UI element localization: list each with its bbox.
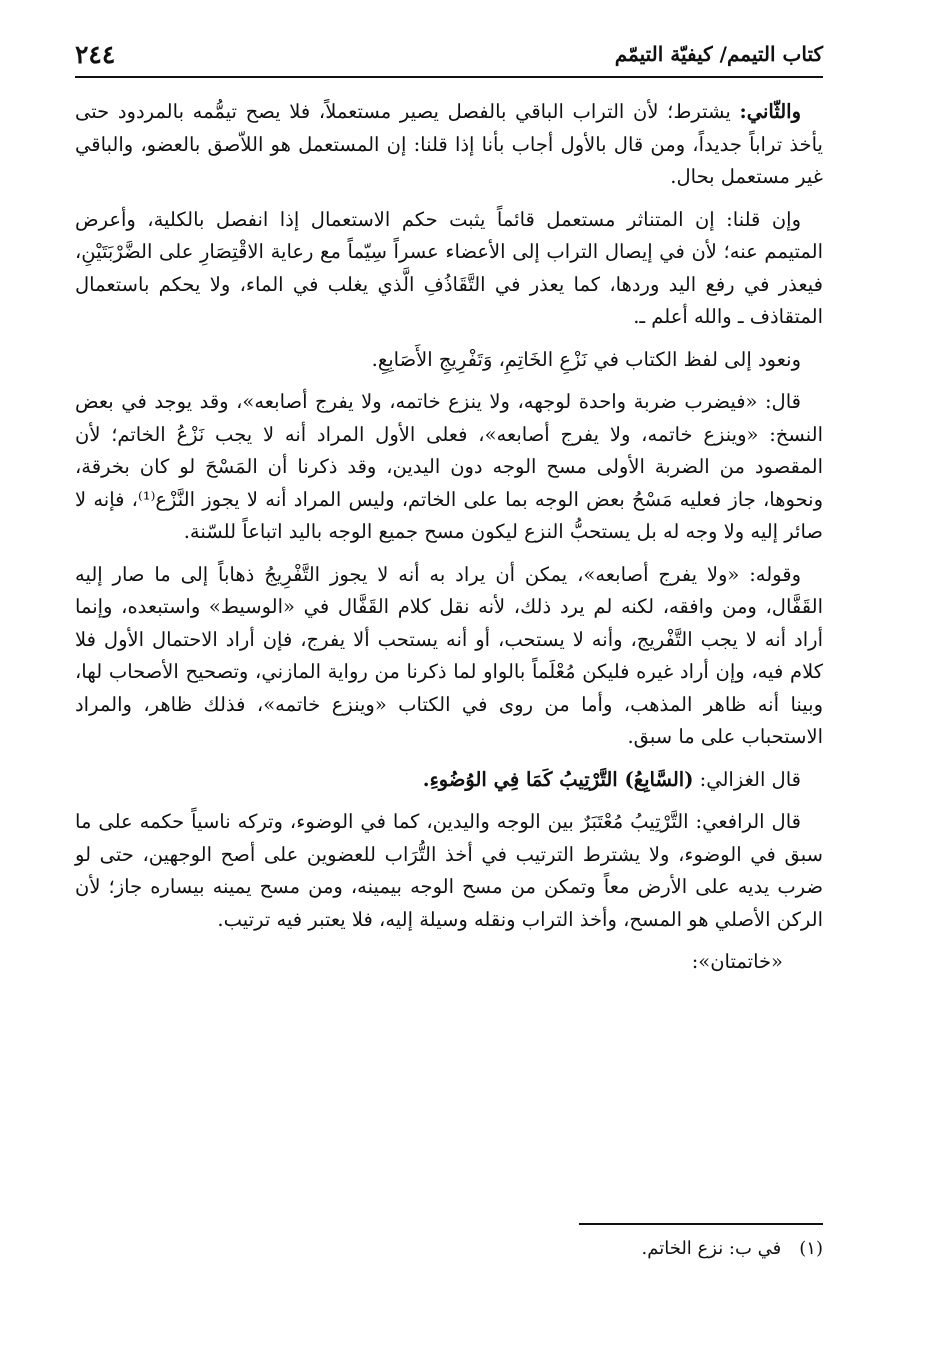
book-page [75, 36, 824, 1259]
page-number: ٢٤٤ [75, 40, 116, 69]
paragraph-rafii-commentary [75, 806, 823, 936]
footnote-text: في ب: نزع الخاتم. [641, 1238, 782, 1259]
paragraph-text: قال الرافعي: التَّرْتِيبُ مُعْتَبَرٌ بين الوجه واليدين، كما في الوضوء، وتركه ناسياً حكمه على ما سبق في الوضوء، ولا يشترط الترتيب في أخذ التُّرَاب للعضوين على أصح الوجهين، حتى لو ضرب يديه على الأرض معاً وتمكن من مسح الوجه بيمينه، ومن مسح يمينه بيساره جاز؛ لأن الركن الأصلي هو المسح، وأخذ التراب ونقله وسيلة إليه، فلا يعتبر فيه ترتيب. [75, 810, 823, 931]
paragraph-text: وقوله: «ولا يفرج أصابعه»، يمكن أن يراد به أنه لا يجوز التَّفْرِيجُ ذهاباً إلى ما صار إليه القَفَّال، ومن وافقه، لكنه لم يرد ذلك، لأنه نقل كلام القَفَّال في «الوسيط» واستبعده، وإنما أراد أنه لا يجب التَّفْريج، وأنه لا يستحب، أو أنه يستحب ألا يفرج، فإن أراد الاحتمال الأول فلا كلام فيه، وإن أراد غيره فليكن مُعْلَماً بالواو لما ذكرنا من رواية المازني، وتصحيح الأصحاب لها، وبينا أنه ظاهر المذهب، وأما من روى في الكتاب «وينزع خاتمه»، فذلك ظاهر، والمراد الاستحباب على ما سبق. [75, 562, 823, 748]
ghazali-rule: (السَّابِعُ) التَّرْتِيبُ كَمَا فِي الوُضُوءِ. [422, 767, 694, 791]
main-text [75, 96, 823, 979]
paragraph-second-opinion [75, 96, 823, 194]
ghazali-lead: قال الغزالي: [693, 767, 801, 791]
footnote-number: (١) [799, 1238, 823, 1259]
page-header [75, 36, 823, 78]
paragraph-ring-removal [75, 386, 823, 549]
paragraph-lead: والثّاني: [739, 100, 801, 123]
ghazali-heading [75, 764, 823, 797]
paragraph-text: يشترط؛ لأن التراب الباقي بالفصل يصير مستعملاً، فلا يصح تيمُّمه بالمردود حتى يأخذ تراباً جديداً، ومن قال بالأول أجاب بأنا إذا قلنا: إن المستعمل هو اللاّصق بالعضو، والباقي غير مستعمل بحال. [75, 100, 823, 188]
footnote-divider [579, 1223, 823, 1225]
running-title: كتاب التيمم/ كيفيّة التيمّم [614, 42, 823, 66]
paragraph-text: قال: «فيضرب ضربة واحدة لوجهه، ولا ينزع خاتمه، ولا يفرج أصابعه»، وقد يوجد في بعض النسخ: «وينزع خاتمه، ولا يفرج أصابعه»، فعلى الأول المراد أنه لا يجب نَزْعُ الخاتم؛ لأن المقصود من الضربة الأولى مسح الوجه دون اليدين، وقد ذكرنا أن المَسْحَ لو كان بخرقة، ونحوها، جاز فعليه مَسْحُ بعض الوجه بما على الخاتم، وليس المراد أنه لا يجوز النَّزْع⁽¹⁾، فإنه لا صائر إليه ولا وجه له بل يستحبُّ النزع ليكون مسح جميع الوجه باليد اتباعاً للسّنة. [75, 390, 824, 543]
paragraph-scattered-dust [75, 204, 823, 334]
paragraph-return-to-text [75, 344, 823, 377]
paragraph-text: ونعود إلى لفظ الكتاب في نَزْعِ الخَاتِمِ، وَتَفْرِيجِ الأَصَابِعِ. [371, 347, 801, 371]
closing-heading: «خاتمتان»: [691, 950, 783, 973]
paragraph-text: وإن قلنا: إن المتناثر مستعمل قائماً يثبت حكم الاستعمال إذا انفصل بالكلية، وأعرض المتيمم عنه؛ لأن في إيصال التراب إلى الأعضاء عسراً سِيّماً مع رعاية الاقْتِصَارِ على الضَّرْبَتَيْنِ، فيعذر في رفع اليد وردها، كما يعذر في التَّقَاذُفِ الَّذي يغلب في الماء، ولا يحكم باستعمال المتقاذف ـ والله أعلم ـ. [75, 207, 823, 328]
footnote [642, 1236, 824, 1262]
paragraph-finger-spreading [75, 559, 823, 754]
